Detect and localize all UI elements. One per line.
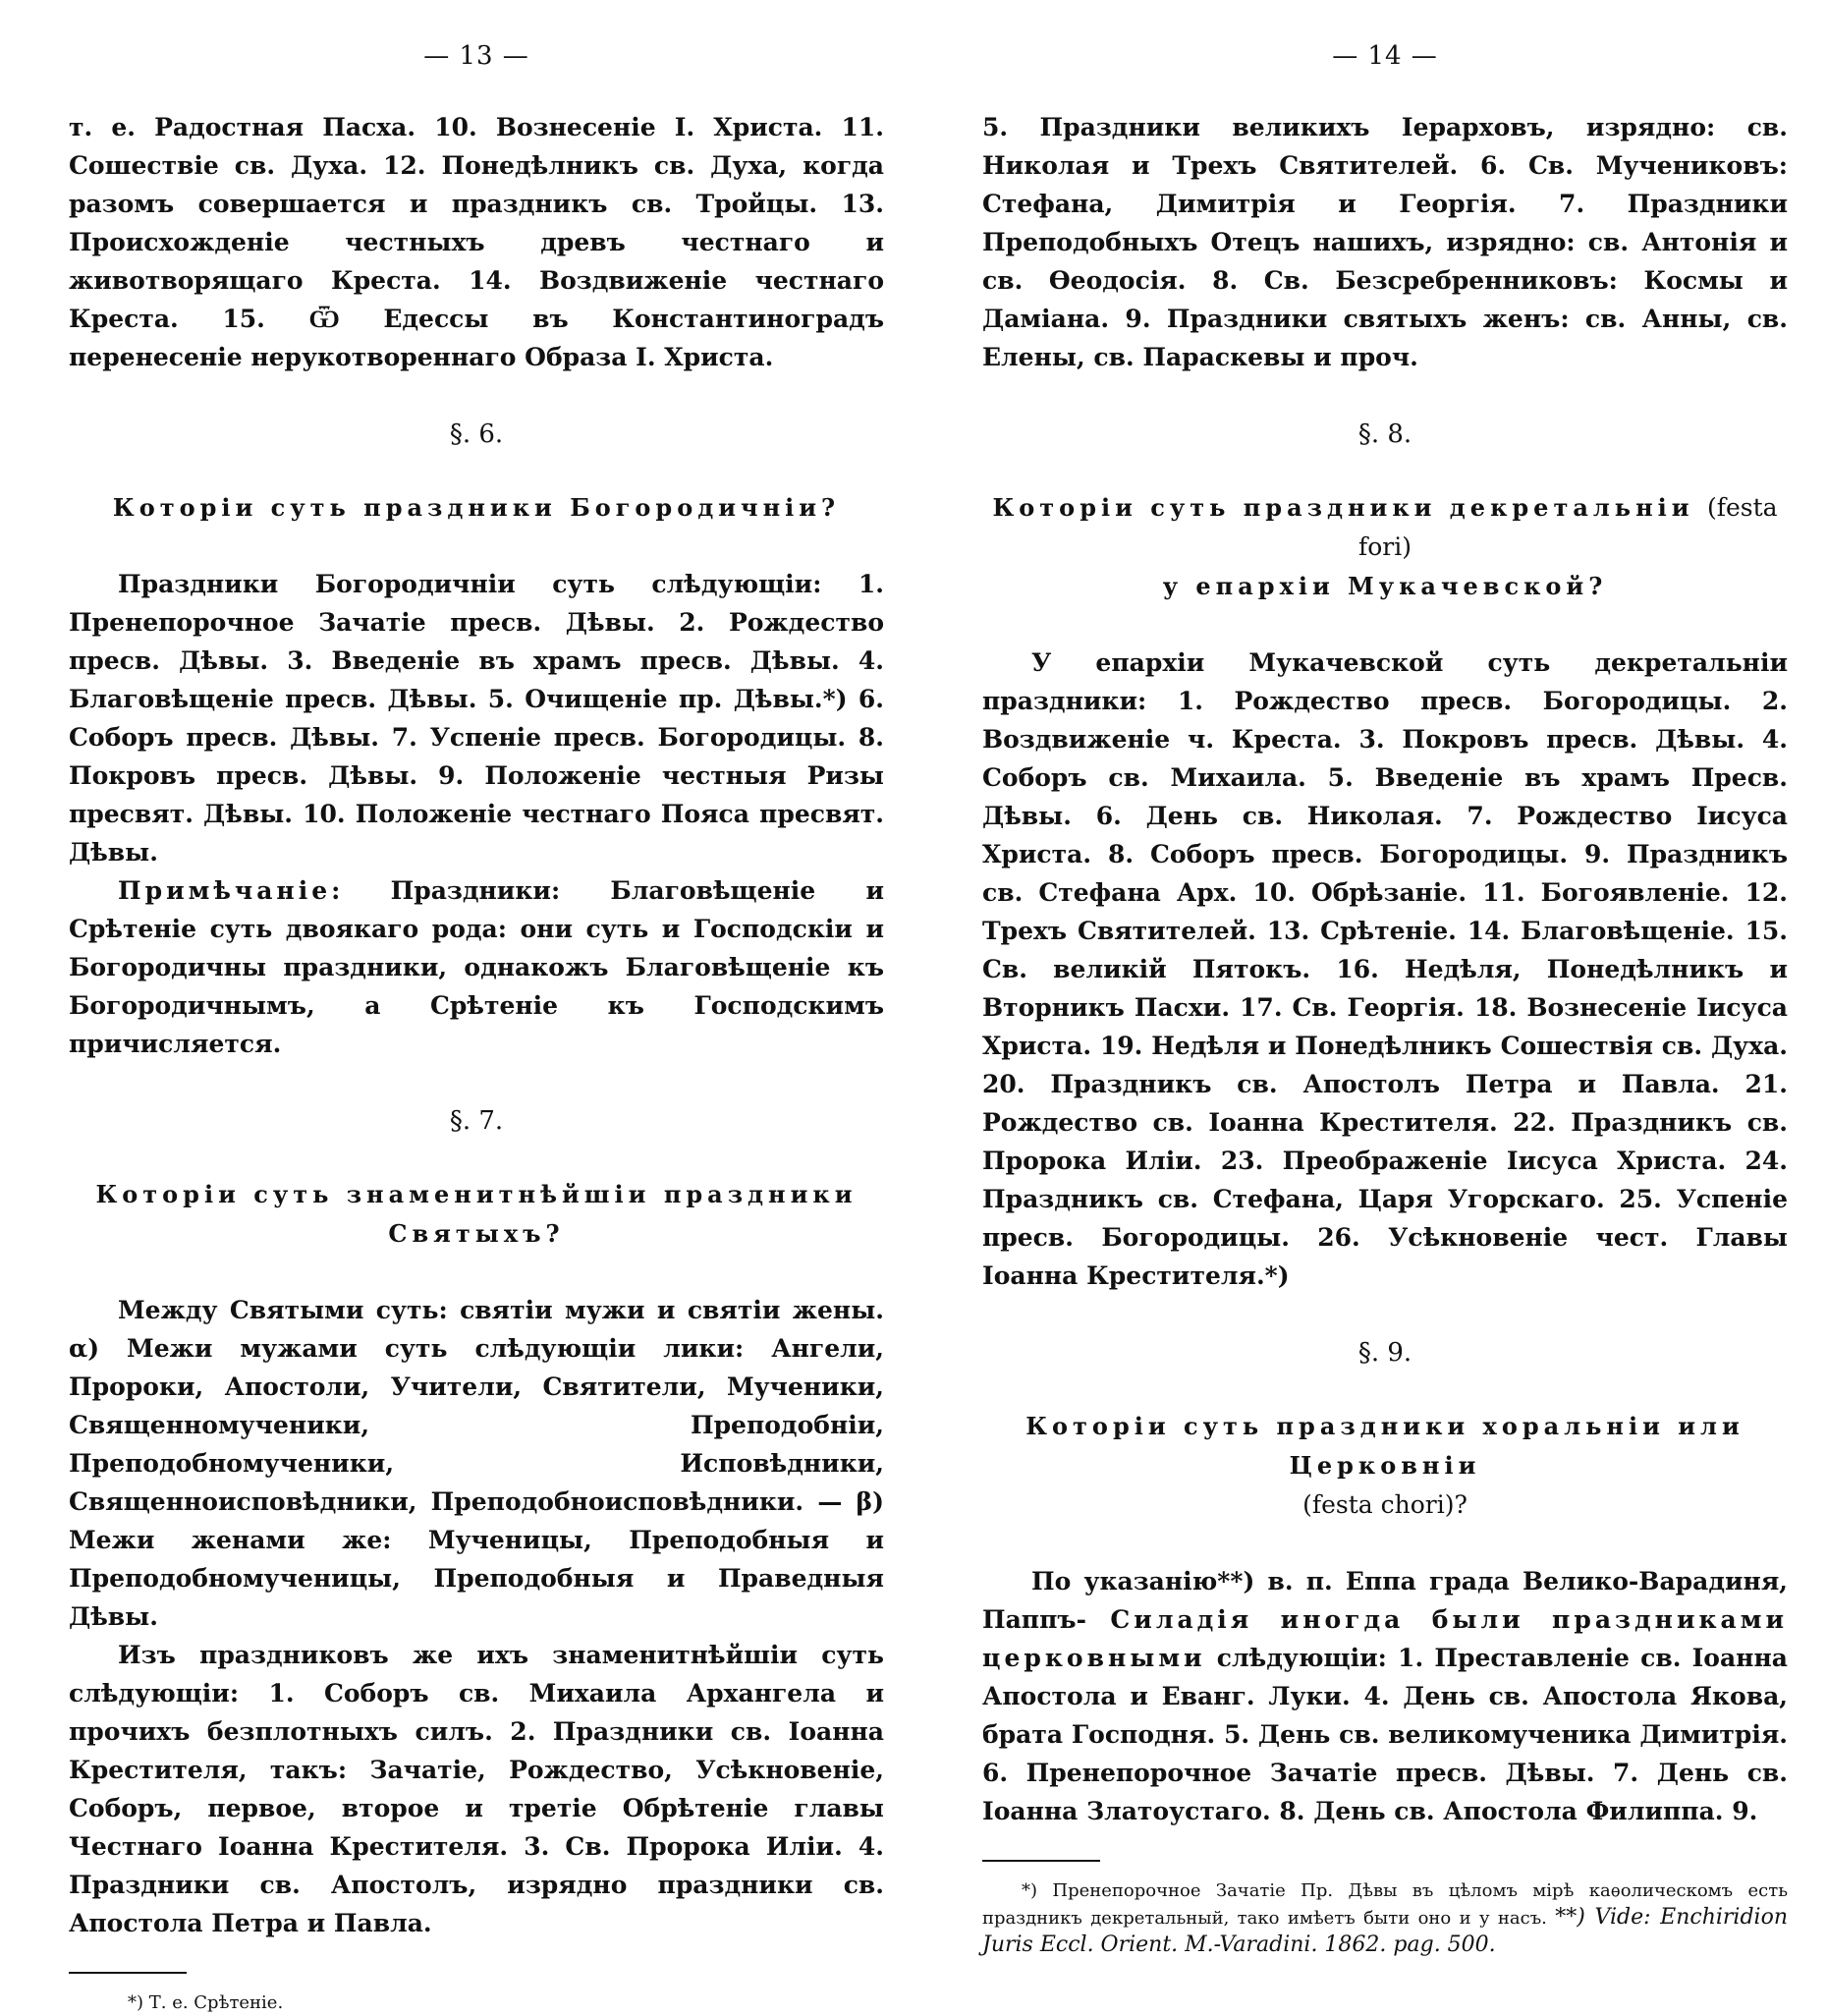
- text-run: слѣдующіи: 1. Преставленіе св. Іоанна Апостола и Еванг. Луки. 4. День св. Апостола Якова, брата Господня. 5. День св. великомученика Димитрія. 6. Пренепорочное Зачатіе пресв. Дѣвы. 7. День св. Іоанна Златоустаго. 8. День св. Апостола Филиппа. 9.: [982, 1644, 1788, 1825]
- section-number: §. 8.: [1357, 420, 1412, 449]
- heading-line: Святыхъ?: [388, 1219, 565, 1248]
- paragraph: Между Святыми суть: святіи мужи и святіи жены. α) Межи мужами суть слѣдующіи лики: Ангели, Пророки, Апостоли, Учители, Святители, Мученики, Священномученики, Преподобніи, Преподобномученики, Исповѣдники, Священноисповѣдники, Преподобноисповѣдники. — β) Межи женами же: Мученицы, Преподобныя и Преподобномученицы, Преподобныя и Праведныя Дѣвы.: [69, 1296, 884, 1631]
- section-number: §. 6.: [449, 420, 504, 449]
- heading-line: у епархіи Мукачевской?: [1162, 572, 1608, 600]
- page-number: — 14 —: [1332, 41, 1438, 71]
- paragraph: Изъ праздниковъ же ихъ знаменитнѣйшіи суть слѣдующіи: 1. Соборъ св. Михаила Архангела и прочихъ безплотныхъ силъ. 2. Праздники св. Іоанна Крестителя, такъ: Зачатіе, Рождество, Усѣкновеніе, Соборъ, первое, второе и третіе Обрѣтеніе главы Честнаго Іоанна Крестителя. 3. Св. Пророка Иліи. 4. Праздники св. Апостолъ, изрядно праздники св. Апостола Петра и Павла.: [69, 1641, 884, 1937]
- paragraph: У епархіи Мукачевской суть декретальніи праздники: 1. Рождество пресв. Богородицы. 2. Воздвиженіе ч. Креста. 3. Покровъ пресв. Дѣвы. 4. Соборъ св. Михаила. 5. Введеніе въ храмъ Пресв. Дѣвы. 6. День св. Николая. 7. Рождество Іисуса Христа. 8. Соборъ пресв. Богородицы. 9. Праздникъ св. Стефана Арх. 10. Обрѣзаніе. 11. Богоявленіе. 12. Трехъ Святителей. 13. Срѣтеніе. 14. Благовѣщеніе. 15. Св. великій Пятокъ. 16. Недѣля, Понедѣлникъ и Вторникъ Пасхи. 17. Св. Георгія. 18. Вознесеніе Іисуса Христа. 19. Недѣля и Понедѣлникъ Сошествія св. Духа. 20. Праздникъ св. Апостолъ Петра и Павла. 21. Рождество св. Іоанна Крестителя. 22. Праздникъ св. Пророка Иліи. 23. Преображеніе Іисуса Христа. 24. Праздникъ св. Стефана, Царя Угорскаго. 25. Успеніе пресв. Богородицы. 26. Усѣкновеніе чест. Главы Іоанна Крестителя.*): [982, 648, 1788, 1290]
- heading-line: Которіи суть праздники хоральніи или Церковніи: [1025, 1412, 1744, 1480]
- right-page: [982, 0, 1788, 1957]
- left-page: [69, 0, 884, 2013]
- footnote-reference: **) Vide: Enchiridion Juris Eccl. Orient. M.-Varadini. 1862. pag. 500.: [982, 1905, 1788, 1957]
- section-heading: [982, 1407, 1788, 1525]
- text-run: По указанію**) в. п. Еппа града Велико-Варадиня, Паппъ-: [982, 1567, 1788, 1634]
- section-heading: [69, 1175, 884, 1254]
- note-label: Примѣчаніе: [118, 876, 332, 905]
- paragraph: т. е. Радостная Пасха. 10. Вознесеніе І. Христа. 11. Сошествіе св. Духа. 12. Понедѣлникъ св. Духа, когда разомъ совершается и праздникъ св. Тройцы. 13. Происхожденіе честныхъ древъ честнаго и животворящаго Креста. 14. Воздвиженіе честнаго Креста. 15. Ѿ Едессы въ Константиноградъ перенесеніе нерукотвореннаго Образа І. Христа.: [69, 113, 884, 371]
- section-heading: [69, 488, 884, 528]
- paragraph: 5. Праздники великихъ Іерарховъ, изрядно: св. Николая и Трехъ Святителей. 6. Св. Мучениковъ: Стефана, Димитрія и Георгія. 7. Праздники Преподобныхъ Отецъ нашихъ, изрядно: св. Антонія и св. Ѳеодосія. 8. Св. Безсребренниковъ: Космы и Даміана. 9. Праздники святыхъ женъ: св. Анны, св. Елены, св. Параскевы и проч.: [982, 113, 1788, 371]
- page-number: — 13 —: [423, 41, 529, 71]
- footnote-rule: [69, 1972, 187, 1974]
- section-heading: [982, 488, 1788, 606]
- heading-latin: (festa chori)?: [1302, 1490, 1467, 1519]
- section-number: §. 9.: [1357, 1338, 1412, 1368]
- paragraph: Праздники Богородичніи суть слѣдующіи: 1. Пренепорочное Зачатіе пресв. Дѣвы. 2. Рождество пресв. Дѣвы. 3. Введеніе въ храмъ пресв. Дѣвы. 4. Благовѣщеніе пресв. Дѣвы. 5. Очищеніе пр. Дѣвы.*) 6. Соборъ пресв. Дѣвы. 7. Успеніе пресв. Богородицы. 8. Покровъ пресв. Дѣвы. 9. Положеніе честныя Ризы пресвят. Дѣвы. 10. Положеніе честнаго Пояса пресвят. Дѣвы.: [69, 570, 884, 867]
- spaced-text-run: Силадія иногда были праздниками церковными: [982, 1605, 1788, 1672]
- heading-text: Которіи суть праздники декретальніи: [992, 493, 1694, 522]
- heading-text: Которіи суть праздники Богородичніи?: [112, 493, 841, 522]
- section-number: §. 7.: [449, 1106, 504, 1136]
- footnote-text: *) Пренепорочное Зачатіе Пр. Дѣвы въ цѣломъ мірѣ каѳолическомъ есть праздникъ декретальный, тако имѣетъ быти оно и у насъ.: [982, 1880, 1788, 1929]
- note-text: : Праздники: Благовѣщеніе и Срѣтеніе суть двоякаго рода: они суть и Господскіи и Богородичны праздники, однакожъ Благовѣщеніе къ Богородичнымъ, а Срѣтеніе къ Господскимъ причисляется.: [69, 876, 884, 1058]
- footnote: [982, 1877, 1788, 1959]
- heading-line: Которіи суть знаменитнѣйшіи праздники: [95, 1180, 858, 1208]
- heading-line: [982, 488, 1788, 567]
- paragraph: [982, 1562, 1788, 1830]
- footnote-rule: [982, 1860, 1100, 1862]
- heading-latin: (festa fori): [1357, 493, 1778, 561]
- footnote: *) Т. е. Срѣтеніе.: [128, 1992, 284, 2013]
- note-paragraph: [69, 871, 884, 1063]
